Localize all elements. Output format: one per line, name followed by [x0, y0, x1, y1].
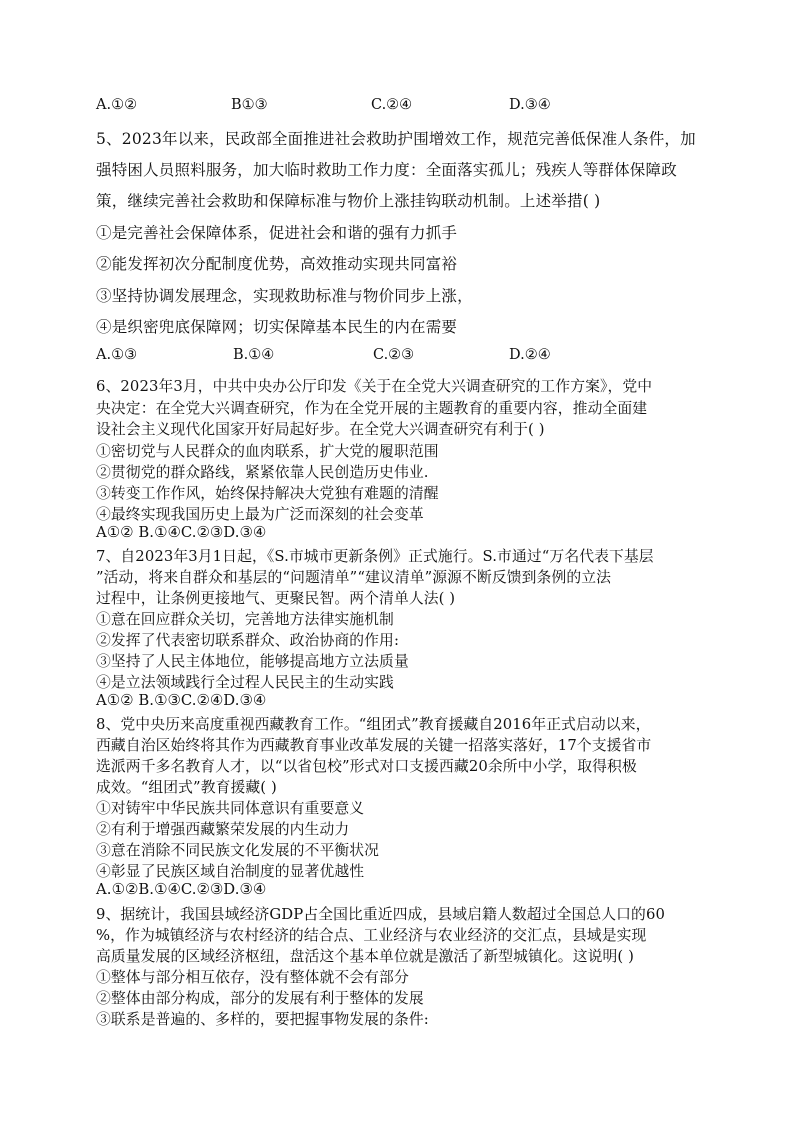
q5-options	[96, 347, 716, 369]
q9-statement-1: ①整体与部分相互依存，没有整体就不会有部分	[96, 969, 409, 986]
q9-line: 高质量发展的区域经济枢纽，盘活这个基本单位就是激活了新型城镇化。这说明( )	[96, 948, 634, 965]
q9-statement-3: ③联系是普遍的、多样的，要把握事物发展的条件:	[96, 1011, 429, 1028]
q6-statement-3: ③转变工作作风，始终保持解决大党独有难题的清醒	[96, 485, 439, 502]
q8-statement-2: ②有利于增强西藏繁荣发展的内生动力	[96, 821, 350, 838]
q8-statement-4: ④彰显了民族区域自治制度的显著优越性	[96, 863, 365, 880]
q8-line: 8、党中央历来高度重视西藏教育工作。“组团式”教育援藏自2016年正式启动以来，	[96, 716, 651, 733]
q8-line: 西藏自治区始终将其作为西藏教育事业改革发展的关键一招落实落好，17个支援省市	[96, 737, 652, 754]
q4-option-b: B①③	[231, 97, 268, 113]
q4-option-d: D.③④	[509, 97, 551, 113]
q6-line: 6、2023年3月，中共中央办公厅印发《关于在全党大兴调查研究的工作方案》，党中	[96, 378, 653, 395]
q5-statement-4: ④是织密兜底保障网；切实保障基本民生的内在需要	[96, 318, 458, 336]
q4-options	[96, 97, 716, 119]
q8-statement-3: ③意在消除不同民族文化发展的不平衡状况	[96, 842, 380, 859]
q9-line: %，作为城镇经济与农村经济的结合点、工业经济与农业经济的交汇点，县域是实现	[96, 927, 647, 944]
q6-statement-4: ④最终实现我国历史上最为广泛而深刻的社会变革	[96, 506, 424, 523]
q8-statement-1: ①对铸牢中华民族共同体意识有重要意义	[96, 800, 365, 817]
q7-line: 7、自2023年3月1日起，《S.市城市更新条例》正式施行。S.市通过“万名代表下基层	[96, 548, 654, 565]
q6-statement-1: ①密切党与人民群众的血肉联系，扩大党的履职范围	[96, 443, 439, 460]
q6-options: A①② B.①④C.②③D.③④	[96, 524, 267, 541]
q5-stem-line: 5、2023年以来，民政部全面推进社会救助护围增效工作，规范完善低保准人条件，加	[96, 130, 696, 148]
q9-line: 9、据统计，我国县域经济GDP占全国比重近四成，县域启籍人数超过全国总人口的60	[96, 906, 665, 923]
q9-statement-2: ②整体由部分构成，部分的发展有利于整体的发展	[96, 990, 424, 1007]
q7-line: 过程中，让条例更接地气、更聚民智。两个清单人法( )	[96, 590, 456, 607]
q5-stem-line: 策，继续完善社会救助和保障标准与物价上涨挂钩联动机制。上述举措( )	[96, 192, 601, 210]
q7-statement-2: ②发挥了代表密切联系群众、政治协商的作用:	[96, 632, 400, 649]
q6-line: 设社会主义现代化国家开好局起好步。在全党大兴调查研究有利于( )	[96, 421, 545, 438]
q8-options: A.①②B.①④C.②③D.③④	[96, 881, 267, 898]
q5-option-a: A.①③	[96, 347, 138, 363]
q7-statement-3: ③坚持了人民主体地位，能够提高地方立法质量	[96, 653, 409, 670]
q7-statement-4: ④是立法领域践行全过程人民民主的生动实践	[96, 674, 394, 691]
q7-options: A①② B.①③C.②④D.③④	[96, 692, 267, 709]
q8-line: 成效。“组团式”教育援藏( )	[96, 779, 277, 796]
q5-statement-2: ②能发挥初次分配制度优势，高效推动实现共同富裕	[96, 255, 458, 273]
q4-option-c: C.②④	[371, 97, 413, 113]
q5-statement-1: ①是完善社会保障体系，促进社会和谐的强有力抓手	[96, 224, 458, 242]
q6-line: 央决定：在全党大兴调查研究，作为在全党开展的主题教育的重要内容，推动全面建	[96, 400, 648, 417]
q5-option-d: D.②④	[509, 347, 551, 363]
q5-statement-3: ③坚持协调发展理念，实现救助标准与物价同步上涨，	[96, 287, 473, 305]
q5-option-c: C.②③	[373, 347, 415, 363]
q7-line: ”活动，将来自群众和基层的“问题清单”“建议清单”源源不断反馈到条例的立法	[96, 569, 612, 586]
q7-statement-1: ①意在回应群众关切，完善地方法律实施机制	[96, 611, 394, 628]
q6-statement-2: ②贯彻党的群众路线，紧紧依靠人民创造历史伟业.	[96, 464, 429, 481]
q8-line: 选派两千多名教育人才，以“以省包校”形式对口支援西藏20余所中小学，取得积极	[96, 758, 637, 775]
q5-option-b: B.①④	[233, 347, 275, 363]
q4-option-a: A.①②	[96, 97, 138, 113]
q5-stem-line: 强特困人员照料服务，加大临时救助工作力度：全面落实孤儿；残疾人等群体保障政	[96, 161, 677, 179]
